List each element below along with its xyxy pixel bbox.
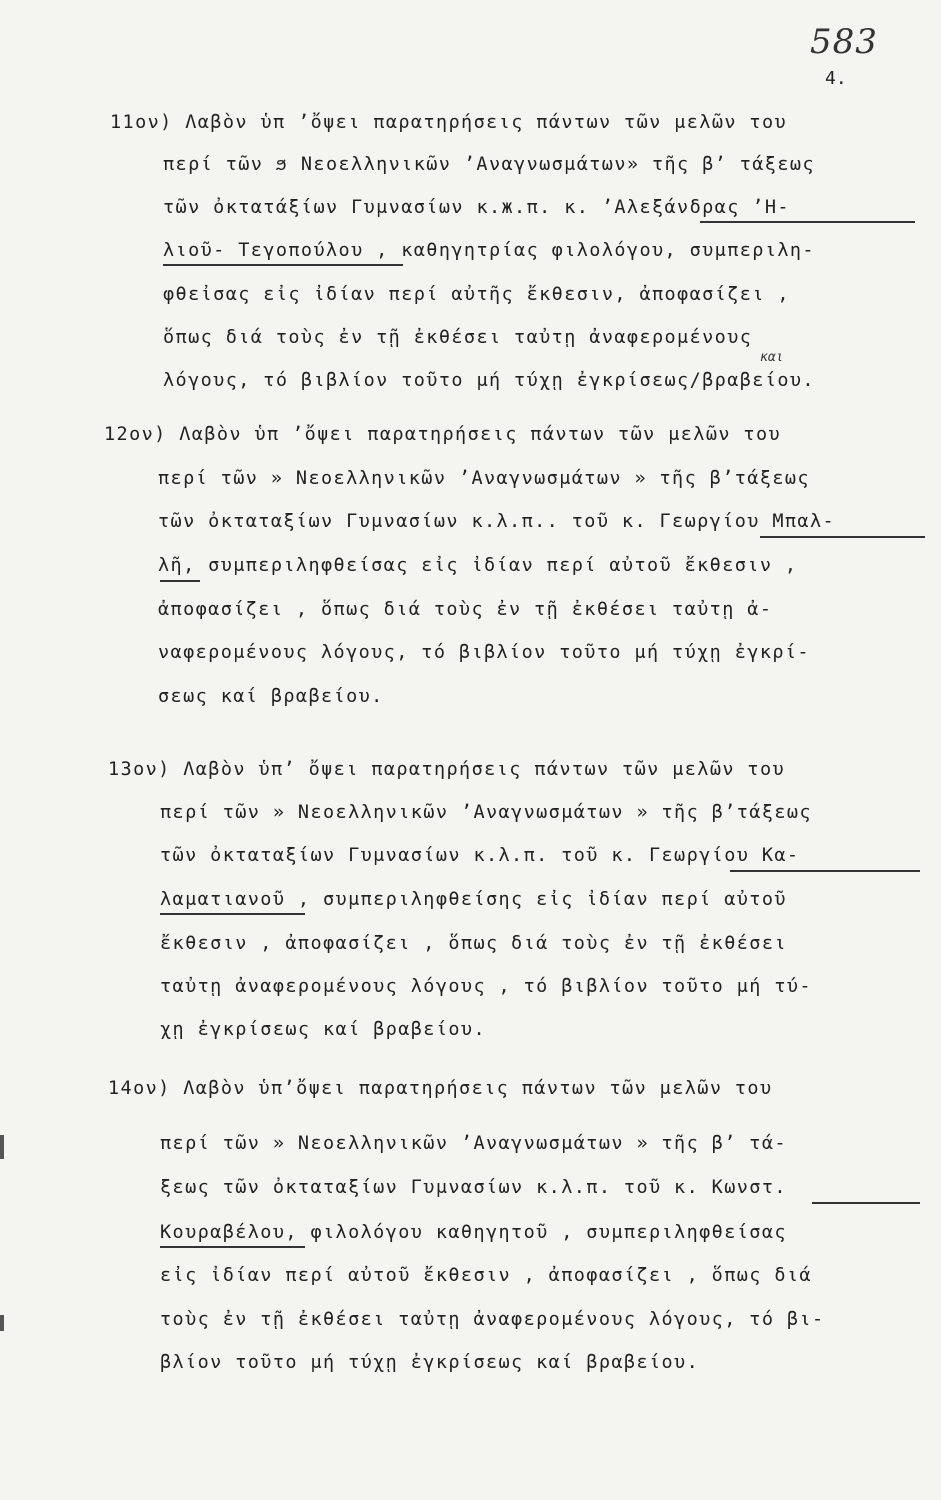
underline — [160, 580, 200, 582]
handwritten-insertion: και — [760, 350, 784, 365]
text-line: περί τῶν » Νεοελληνικῶν ʼΑναγνωσμάτων » τῆς βʼτάξεως — [160, 802, 812, 823]
text-line: περί τῶν ϧ Νεοελληνικῶν ʼΑναγνωσμάτων» τῆς βʼ τάξεως — [163, 154, 815, 175]
text-line: 11ον) Λαβὸν ὑπ ʼὄψει παρατηρήσεις πάντων τῶν μελῶν του — [110, 112, 788, 133]
text-line: εἰς ἰδίαν περί αὐτοῦ ἔκθεσιν , ἀποφασίζει , ὅπως διά — [160, 1265, 812, 1286]
text-line: περί τῶν » Νεοελληνικῶν ʼΑναγνωσμάτων » τῆς βʼτάξεως — [158, 468, 810, 489]
text-line: περί τῶν » Νεοελληνικῶν ʼΑναγνωσμάτων » τῆς βʼ τά- — [160, 1133, 787, 1154]
text-line: σεως καί βραβείου. — [158, 686, 384, 707]
text-line: ἀποφασίζει , ὅπως διά τοὺς ἐν τῇ ἐκθέσει ταὐτῃ ἀ- — [158, 599, 773, 620]
text-line: τοὺς ἐν τῇ ἐκθέσει ταὐτῃ ἀναφερομένους λόγους, τό βι- — [160, 1309, 825, 1330]
text-line: λαματιανοῦ , συμπεριληφθείσης εἰς ἰδίαν περί αὐτοῦ — [160, 889, 787, 910]
underline — [700, 221, 915, 223]
page-number: 4. — [825, 68, 847, 89]
text-line: 12ον) Λαβὸν ὑπ ʼὄψει παρατηρήσεις πάντων τῶν μελῶν του — [104, 424, 782, 445]
text-line: 13ον) Λαβὸν ὑπʼ ὄψει παρατηρήσεις πάντων τῶν μελῶν του — [108, 759, 786, 780]
text-line: φθεἰσας εἰς ἰδίαν περί αὐτῆς ἔκθεσιν, ἀποφασίζει , — [163, 284, 790, 305]
underline — [160, 913, 305, 915]
text-line: ταὐτῃ ἀναφερομένους λόγους , τό βιβλίον τοῦτο μή τύ- — [160, 976, 812, 997]
text-line: ὅπως διά τοὺς ἐν τῇ ἐκθέσει ταὐτῃ ἀναφερομένους — [163, 327, 753, 348]
edge-mark — [0, 1315, 4, 1331]
text-line: ξεως τῶν ὀκταταξίων Γυμνασίων κ.λ.π. τοῦ κ. Κωνστ. — [160, 1177, 787, 1198]
underline — [730, 870, 920, 872]
text-line: λόγους, τό βιβλίον τοῦτο μή τύχῃ ἐγκρίσεως/βραβείου. — [163, 370, 815, 391]
text-line: 14ον) Λαβὸν ὑπʼὄψει παρατηρήσεις πάντων τῶν μελῶν του — [108, 1078, 773, 1099]
text-line: τῶν ὀκταταξίων Γυμνασίων κ.λ.π.. τοῦ κ. Γεωργίου Μπαλ- — [158, 511, 836, 532]
text-line: λιοῦ- Τεγοπούλου , καθηγητρίας φιλολόγου, συμπεριλη- — [163, 240, 815, 261]
page-stamp: 583 — [810, 22, 878, 62]
underline — [812, 1202, 920, 1204]
text-line: τῶν ὀκταταξίων Γυμνασίων κ.λ.π. τοῦ κ. Γεωργίου Κα- — [160, 845, 800, 866]
underline — [760, 536, 925, 538]
text-line: τῶν ὀκτατάξίων Γυμνασίων κ.ж.π. κ. ʼΑλεξάνδρας ʼΗ- — [163, 197, 790, 218]
underline — [163, 264, 403, 266]
text-line: ἔκθεσιν , ἀποφασίζει , ὅπως διά τοὺς ἐν τῇ ἐκθέσει — [160, 933, 787, 954]
text-line: ναφερομένους λόγους, τό βιβλίον τοῦτο μή τύχῃ ἐγκρί- — [158, 642, 810, 663]
text-line: Κουραβέλου, φιλολόγου καθηγητοῦ , συμπεριληφθείσας — [160, 1222, 787, 1243]
edge-mark — [0, 1135, 4, 1159]
underline — [160, 1246, 305, 1248]
text-line: βλίον τοῦτο μή τύχῃ ἐγκρίσεως καί βραβείου. — [160, 1352, 700, 1373]
text-line: λῆ, συμπεριληφθείσας εἰς ἰδίαν περί αὐτοῦ ἔκθεσιν , — [158, 555, 798, 576]
text-line: χῃ ἐγκρίσεως καί βραβείου. — [160, 1019, 486, 1040]
